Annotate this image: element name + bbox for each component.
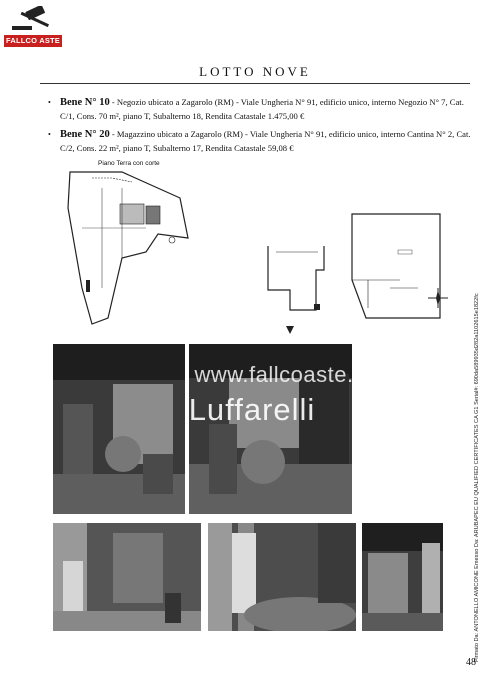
gavel-icon — [12, 6, 56, 32]
logo-brand-accent: ASTE — [39, 36, 61, 45]
interior-photo — [53, 523, 201, 631]
logo-brand: FALLCO — [5, 36, 38, 45]
page-number: 48 — [466, 657, 476, 668]
title-divider — [40, 83, 470, 84]
item-label: Bene N° 10 — [60, 97, 110, 108]
item-text: - Magazzino ubicato a Zagarolo (RM) - Viale Ungheria N° 91, edificio unico, interno Cantina N° 2, Cat. C/2, Cons. 22 m², piano T, Subalterno 17, Rendita Catastale 59,08 € — [60, 129, 471, 153]
list-item — [48, 128, 480, 155]
page-title: LOTTO NOVE — [199, 64, 311, 79]
storage-floor-plan — [258, 240, 338, 320]
item-text: - Negozio ubicato a Zagarolo (RM) - Viale Ungheria N° 91, edificio unico, interno Negozio N° 7, Cat. C/1, Cons. 70 m², piano T, Subalterno 18, Rendita Catastale 1.475,00 € — [60, 97, 464, 121]
list-item — [48, 96, 480, 123]
bullet-icon: • — [48, 130, 51, 139]
watermark-url: www.fallcoaste.it — [194, 362, 366, 387]
compass-icon — [428, 288, 448, 308]
arrow-down-icon — [286, 326, 294, 334]
watermark-name: Luffarelli — [188, 392, 316, 427]
logo-banner — [4, 35, 62, 47]
interior-photo — [208, 523, 356, 631]
interior-photo — [362, 523, 443, 631]
plan-label: Piano Terra con corte — [98, 160, 160, 167]
bullet-icon: • — [48, 98, 51, 107]
interior-photo — [53, 344, 185, 514]
ground-floor-plan — [62, 168, 197, 328]
digital-signature: Firmato Da: ANTONELLO AMICONE Emesso Da: ARUBAPEC EU QUALIFIED CERTIFICATES CA G1 Serial#: 690da589935d282a1102615e1822fc — [474, 293, 480, 662]
item-label: Bene N° 20 — [60, 129, 110, 140]
fallco-aste-logo — [4, 4, 62, 48]
